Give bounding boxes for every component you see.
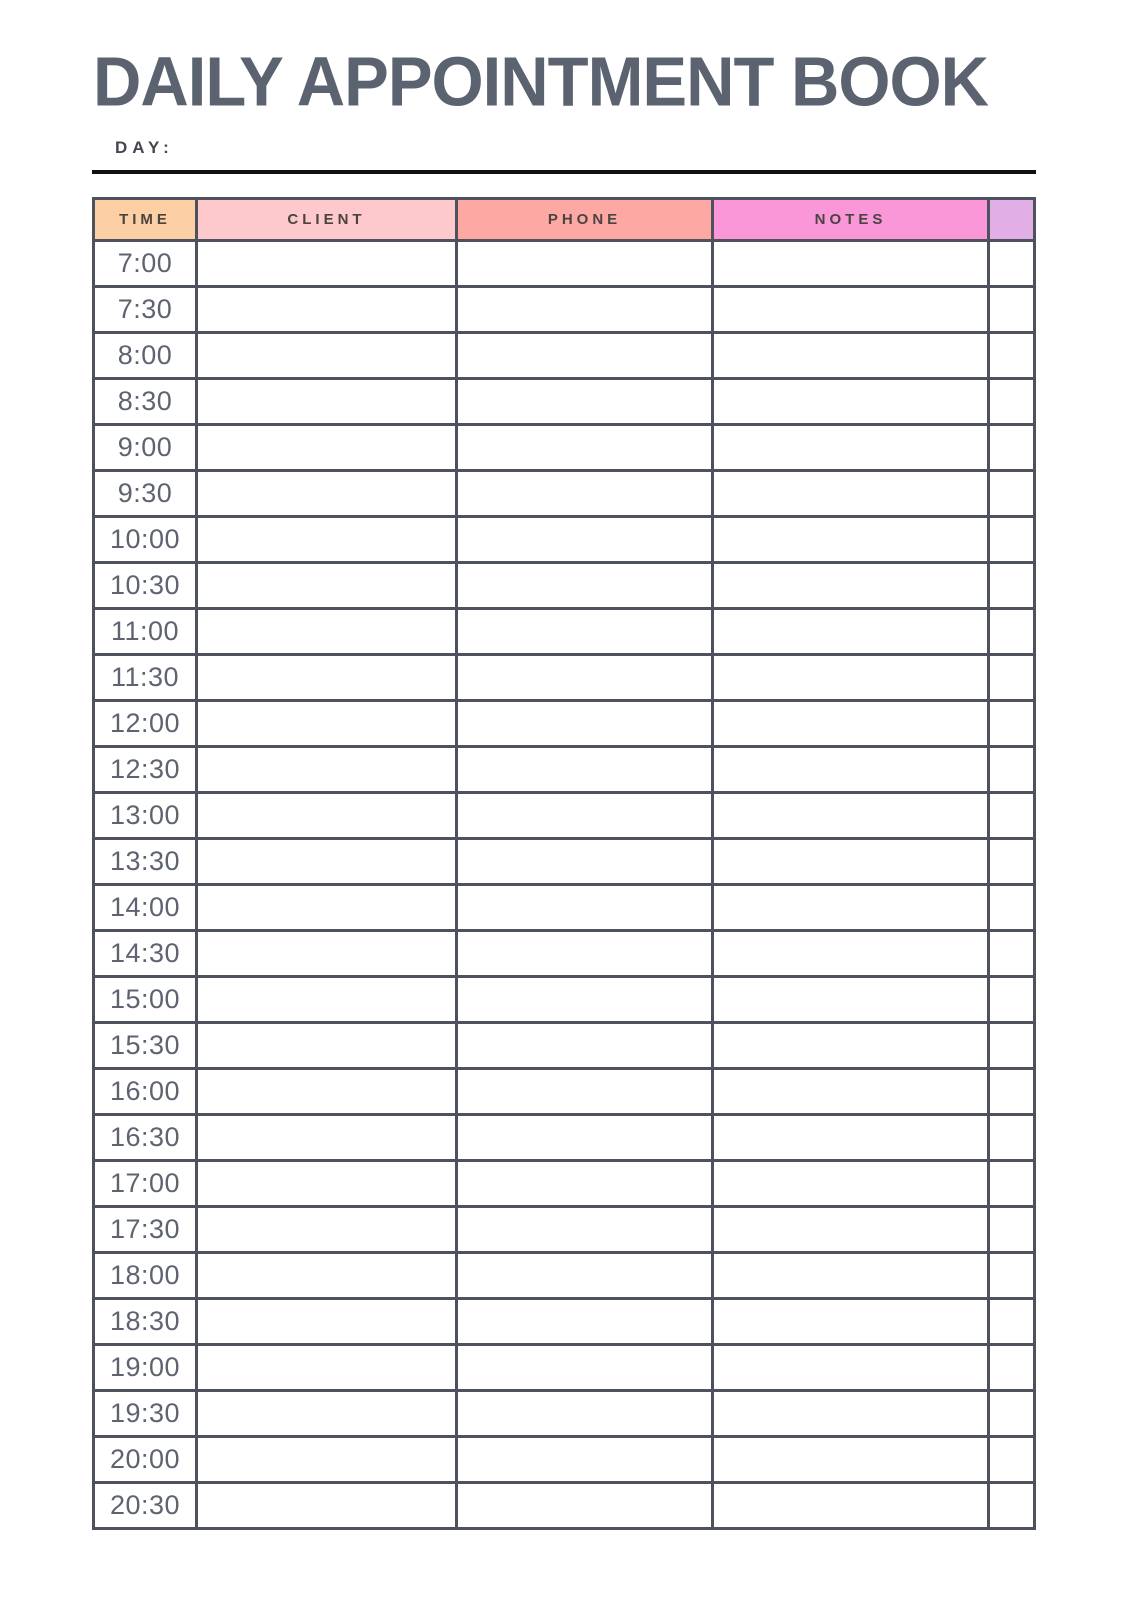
phone-entry-cell[interactable] [457, 655, 713, 701]
client-entry-cell[interactable] [197, 425, 457, 471]
client-entry-cell[interactable] [197, 471, 457, 517]
time-cell: 9:00 [94, 425, 197, 471]
table-row [94, 609, 1035, 655]
header-row [94, 199, 1035, 241]
client-entry-cell[interactable] [197, 379, 457, 425]
time-cell: 18:30 [94, 1299, 197, 1345]
phone-entry-cell[interactable] [457, 1069, 713, 1115]
table-row [94, 425, 1035, 471]
phone-entry-cell[interactable] [457, 1391, 713, 1437]
phone-entry-cell[interactable] [457, 793, 713, 839]
table-row [94, 241, 1035, 287]
extra-entry-cell[interactable] [989, 1069, 1035, 1115]
appointment-table-body [94, 241, 1035, 1529]
page-title: DAILY APPOINTMENT BOOK [93, 43, 988, 122]
client-entry-cell[interactable] [197, 1391, 457, 1437]
time-cell: 8:00 [94, 333, 197, 379]
appointment-table [92, 197, 1036, 1530]
extra-entry-cell[interactable] [989, 1391, 1035, 1437]
time-cell: 14:00 [94, 885, 197, 931]
notes-entry-cell[interactable] [713, 885, 989, 931]
extra-entry-cell[interactable] [989, 977, 1035, 1023]
phone-entry-cell[interactable] [457, 1299, 713, 1345]
column-header-client: CLIENT [197, 199, 457, 241]
time-cell: 18:00 [94, 1253, 197, 1299]
column-header-notes: NOTES [713, 199, 989, 241]
phone-entry-cell[interactable] [457, 839, 713, 885]
table-row [94, 931, 1035, 977]
day-fill-in-line[interactable] [92, 170, 1036, 174]
time-cell: 12:30 [94, 747, 197, 793]
notes-entry-cell[interactable] [713, 1023, 989, 1069]
notes-entry-cell[interactable] [713, 1207, 989, 1253]
client-entry-cell[interactable] [197, 1115, 457, 1161]
table-row [94, 379, 1035, 425]
table-row [94, 701, 1035, 747]
phone-entry-cell[interactable] [457, 471, 713, 517]
client-entry-cell[interactable] [197, 793, 457, 839]
phone-entry-cell[interactable] [457, 1437, 713, 1483]
table-row [94, 839, 1035, 885]
phone-entry-cell[interactable] [457, 1253, 713, 1299]
client-entry-cell[interactable] [197, 563, 457, 609]
notes-entry-cell[interactable] [713, 931, 989, 977]
notes-entry-cell[interactable] [713, 977, 989, 1023]
extra-entry-cell[interactable] [989, 839, 1035, 885]
notes-entry-cell[interactable] [713, 1299, 989, 1345]
table-row [94, 747, 1035, 793]
notes-entry-cell[interactable] [713, 563, 989, 609]
notes-entry-cell[interactable] [713, 1345, 989, 1391]
table-row [94, 1391, 1035, 1437]
extra-entry-cell[interactable] [989, 333, 1035, 379]
phone-entry-cell[interactable] [457, 701, 713, 747]
phone-entry-cell[interactable] [457, 1345, 713, 1391]
table-row [94, 1115, 1035, 1161]
phone-entry-cell[interactable] [457, 747, 713, 793]
column-header-time: TIME [94, 199, 197, 241]
time-cell: 7:30 [94, 287, 197, 333]
table-row [94, 1161, 1035, 1207]
extra-entry-cell[interactable] [989, 241, 1035, 287]
extra-entry-cell[interactable] [989, 517, 1035, 563]
time-cell: 17:00 [94, 1161, 197, 1207]
notes-entry-cell[interactable] [713, 655, 989, 701]
notes-entry-cell[interactable] [713, 701, 989, 747]
notes-entry-cell[interactable] [713, 747, 989, 793]
phone-entry-cell[interactable] [457, 517, 713, 563]
extra-entry-cell[interactable] [989, 747, 1035, 793]
phone-entry-cell[interactable] [457, 563, 713, 609]
phone-entry-cell[interactable] [457, 1023, 713, 1069]
notes-entry-cell[interactable] [713, 379, 989, 425]
client-entry-cell[interactable] [197, 747, 457, 793]
time-cell: 19:00 [94, 1345, 197, 1391]
client-entry-cell[interactable] [197, 1023, 457, 1069]
extra-entry-cell[interactable] [989, 793, 1035, 839]
extra-entry-cell[interactable] [989, 1253, 1035, 1299]
time-cell: 15:30 [94, 1023, 197, 1069]
extra-entry-cell[interactable] [989, 609, 1035, 655]
client-entry-cell[interactable] [197, 1483, 457, 1529]
phone-entry-cell[interactable] [457, 287, 713, 333]
time-cell: 13:30 [94, 839, 197, 885]
time-cell: 13:00 [94, 793, 197, 839]
notes-entry-cell[interactable] [713, 425, 989, 471]
extra-entry-cell[interactable] [989, 1207, 1035, 1253]
extra-entry-cell[interactable] [989, 1299, 1035, 1345]
extra-entry-cell[interactable] [989, 471, 1035, 517]
client-entry-cell[interactable] [197, 1253, 457, 1299]
notes-entry-cell[interactable] [713, 1483, 989, 1529]
client-entry-cell[interactable] [197, 1299, 457, 1345]
client-entry-cell[interactable] [197, 931, 457, 977]
client-entry-cell[interactable] [197, 977, 457, 1023]
notes-entry-cell[interactable] [713, 517, 989, 563]
table-row [94, 1437, 1035, 1483]
phone-entry-cell[interactable] [457, 379, 713, 425]
phone-entry-cell[interactable] [457, 425, 713, 471]
table-row [94, 517, 1035, 563]
client-entry-cell[interactable] [197, 1161, 457, 1207]
time-cell: 19:30 [94, 1391, 197, 1437]
table-row [94, 1299, 1035, 1345]
table-row [94, 1023, 1035, 1069]
client-entry-cell[interactable] [197, 1437, 457, 1483]
notes-entry-cell[interactable] [713, 1115, 989, 1161]
client-entry-cell[interactable] [197, 1345, 457, 1391]
table-row [94, 287, 1035, 333]
time-cell: 9:30 [94, 471, 197, 517]
time-cell: 11:30 [94, 655, 197, 701]
table-row [94, 885, 1035, 931]
phone-entry-cell[interactable] [457, 1161, 713, 1207]
notes-entry-cell[interactable] [713, 609, 989, 655]
time-cell: 10:30 [94, 563, 197, 609]
notes-entry-cell[interactable] [713, 1253, 989, 1299]
table-row [94, 333, 1035, 379]
table-row [94, 1069, 1035, 1115]
phone-entry-cell[interactable] [457, 241, 713, 287]
extra-entry-cell[interactable] [989, 287, 1035, 333]
client-entry-cell[interactable] [197, 701, 457, 747]
phone-entry-cell[interactable] [457, 977, 713, 1023]
extra-entry-cell[interactable] [989, 1345, 1035, 1391]
time-cell: 8:30 [94, 379, 197, 425]
extra-entry-cell[interactable] [989, 885, 1035, 931]
extra-entry-cell[interactable] [989, 563, 1035, 609]
phone-entry-cell[interactable] [457, 885, 713, 931]
extra-entry-cell[interactable] [989, 425, 1035, 471]
extra-entry-cell[interactable] [989, 1023, 1035, 1069]
table-row [94, 1207, 1035, 1253]
time-cell: 12:00 [94, 701, 197, 747]
client-entry-cell[interactable] [197, 839, 457, 885]
client-entry-cell[interactable] [197, 241, 457, 287]
notes-entry-cell[interactable] [713, 1437, 989, 1483]
notes-entry-cell[interactable] [713, 1391, 989, 1437]
notes-entry-cell[interactable] [713, 1069, 989, 1115]
extra-entry-cell[interactable] [989, 379, 1035, 425]
client-entry-cell[interactable] [197, 1069, 457, 1115]
table-row [94, 1345, 1035, 1391]
time-cell: 16:30 [94, 1115, 197, 1161]
notes-entry-cell[interactable] [713, 471, 989, 517]
day-label: DAY: [115, 138, 174, 157]
table-row [94, 1253, 1035, 1299]
extra-entry-cell[interactable] [989, 931, 1035, 977]
time-cell: 17:30 [94, 1207, 197, 1253]
phone-entry-cell[interactable] [457, 1115, 713, 1161]
extra-entry-cell[interactable] [989, 701, 1035, 747]
time-cell: 7:00 [94, 241, 197, 287]
extra-entry-cell[interactable] [989, 1483, 1035, 1529]
table-row [94, 563, 1035, 609]
notes-entry-cell[interactable] [713, 241, 989, 287]
extra-entry-cell[interactable] [989, 655, 1035, 701]
extra-entry-cell[interactable] [989, 1115, 1035, 1161]
extra-entry-cell[interactable] [989, 1161, 1035, 1207]
client-entry-cell[interactable] [197, 1207, 457, 1253]
client-entry-cell[interactable] [197, 333, 457, 379]
notes-entry-cell[interactable] [713, 839, 989, 885]
time-cell: 10:00 [94, 517, 197, 563]
table-row [94, 793, 1035, 839]
column-header-phone: PHONE [457, 199, 713, 241]
phone-entry-cell[interactable] [457, 1207, 713, 1253]
notes-entry-cell[interactable] [713, 1161, 989, 1207]
notes-entry-cell[interactable] [713, 793, 989, 839]
table-row [94, 977, 1035, 1023]
time-cell: 20:30 [94, 1483, 197, 1529]
client-entry-cell[interactable] [197, 287, 457, 333]
column-header-extra [989, 199, 1035, 241]
phone-entry-cell[interactable] [457, 609, 713, 655]
time-cell: 14:30 [94, 931, 197, 977]
notes-entry-cell[interactable] [713, 287, 989, 333]
table-row [94, 1483, 1035, 1529]
time-cell: 16:00 [94, 1069, 197, 1115]
client-entry-cell[interactable] [197, 609, 457, 655]
phone-entry-cell[interactable] [457, 333, 713, 379]
phone-entry-cell[interactable] [457, 1483, 713, 1529]
table-row [94, 655, 1035, 701]
client-entry-cell[interactable] [197, 517, 457, 563]
table-row [94, 471, 1035, 517]
time-cell: 15:00 [94, 977, 197, 1023]
time-cell: 20:00 [94, 1437, 197, 1483]
client-entry-cell[interactable] [197, 885, 457, 931]
client-entry-cell[interactable] [197, 655, 457, 701]
phone-entry-cell[interactable] [457, 931, 713, 977]
time-cell: 11:00 [94, 609, 197, 655]
extra-entry-cell[interactable] [989, 1437, 1035, 1483]
notes-entry-cell[interactable] [713, 333, 989, 379]
